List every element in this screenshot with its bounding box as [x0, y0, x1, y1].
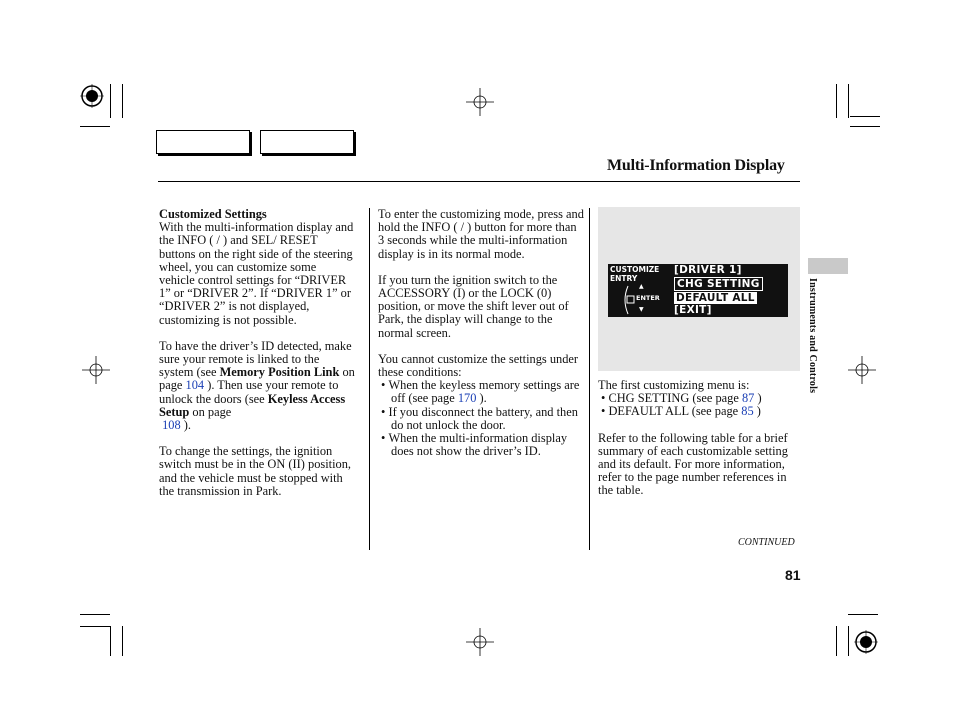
column-3	[598, 379, 802, 498]
paragraph: To enter the customizing mode, press and hold the INFO ( / ) button for more than 3 seconds while the multi-information display is in its normal mode.	[378, 207, 584, 261]
lcd-label-entry: ENTRY	[610, 274, 638, 283]
crosshair-icon	[466, 88, 494, 116]
column-divider	[369, 208, 370, 550]
crosshair-icon	[466, 628, 494, 656]
continued-label: CONTINUED	[738, 537, 795, 548]
display-illustration	[598, 207, 800, 371]
page-number: 81	[785, 567, 801, 583]
page-link[interactable]: 85	[741, 404, 754, 419]
section-label: Instruments and Controls	[807, 278, 818, 394]
column-divider	[589, 208, 590, 550]
paragraph: To have the driver’s ID detected, make sure your remote is linked to the system (see Memory Position Link on page 104 ). Then use your remote to unlock the doors (see Keyless Access Setup on page 108 ).	[159, 338, 355, 433]
header-rule	[158, 181, 800, 182]
lcd-menu-default: DEFAULT ALL	[676, 292, 755, 304]
paragraph: If you turn the ignition switch to the ACCESSORY (I) or the LOCK (0) position, or move the shift lever out of Park, the display will change to the normal screen.	[378, 272, 569, 340]
page-title: Multi-Information Display	[607, 157, 785, 174]
paragraph: The first customizing menu is:	[598, 378, 750, 392]
nav-button-index[interactable]	[260, 130, 354, 154]
list-item: • CHG SETTING (see page 87 )	[601, 391, 762, 406]
paragraph: Refer to the following table for a brief summary of each customizable setting and its default. For more information, refer to the page number references in the table.	[598, 430, 788, 498]
column-1	[159, 208, 355, 498]
list-item: • When the keyless memory settings are off (see page 170 ).	[381, 378, 580, 406]
registration-mark-icon	[80, 84, 106, 110]
list-item: • If you disconnect the battery, and then do not unlock the door.	[381, 404, 578, 432]
lcd-screen	[608, 264, 788, 317]
lcd-menu-exit: [EXIT]	[674, 304, 712, 316]
page-link[interactable]: 104	[185, 378, 205, 393]
page-link[interactable]: 108	[162, 418, 181, 433]
down-arrow-icon: ▼	[639, 306, 644, 313]
registration-mark-icon	[854, 630, 880, 656]
page-link[interactable]: 170	[457, 391, 477, 406]
paragraph: To change the settings, the ignition switch must be in the ON (II) position, and the vehicle must be stopped with the transmission in Park.	[159, 444, 352, 498]
lcd-menu-chg: CHG SETTING	[674, 278, 763, 290]
crosshair-icon	[848, 356, 876, 384]
page-link[interactable]: 87	[741, 391, 755, 406]
lcd-label-enter: ENTER	[636, 294, 660, 302]
list-item: • DEFAULT ALL (see page 85 )	[601, 404, 761, 419]
section-heading: Customized Settings	[159, 207, 267, 221]
paragraph: With the multi-information display and the INFO ( / ) and SEL/ RESET buttons on the right side of the steering wheel, you can customize some vehicle control settings for “DRIVER 1” or “DRIVER 2”. If “DRIVER 1” or “DRIVER 2” is not displayed, customizing is not possible.	[159, 220, 354, 327]
lcd-label-customize: CUSTOMIZE	[610, 265, 660, 274]
list-item: • When the multi-information display does not show the driver’s ID.	[381, 431, 568, 459]
nav-button-contents[interactable]	[156, 130, 250, 154]
lcd-driver: [DRIVER 1]	[674, 264, 742, 276]
paragraph: You cannot customize the settings under these conditions:	[378, 351, 579, 380]
section-tab[interactable]	[808, 258, 848, 274]
up-arrow-icon: ▲	[639, 283, 644, 290]
crosshair-icon	[82, 356, 110, 384]
column-2	[378, 208, 584, 458]
